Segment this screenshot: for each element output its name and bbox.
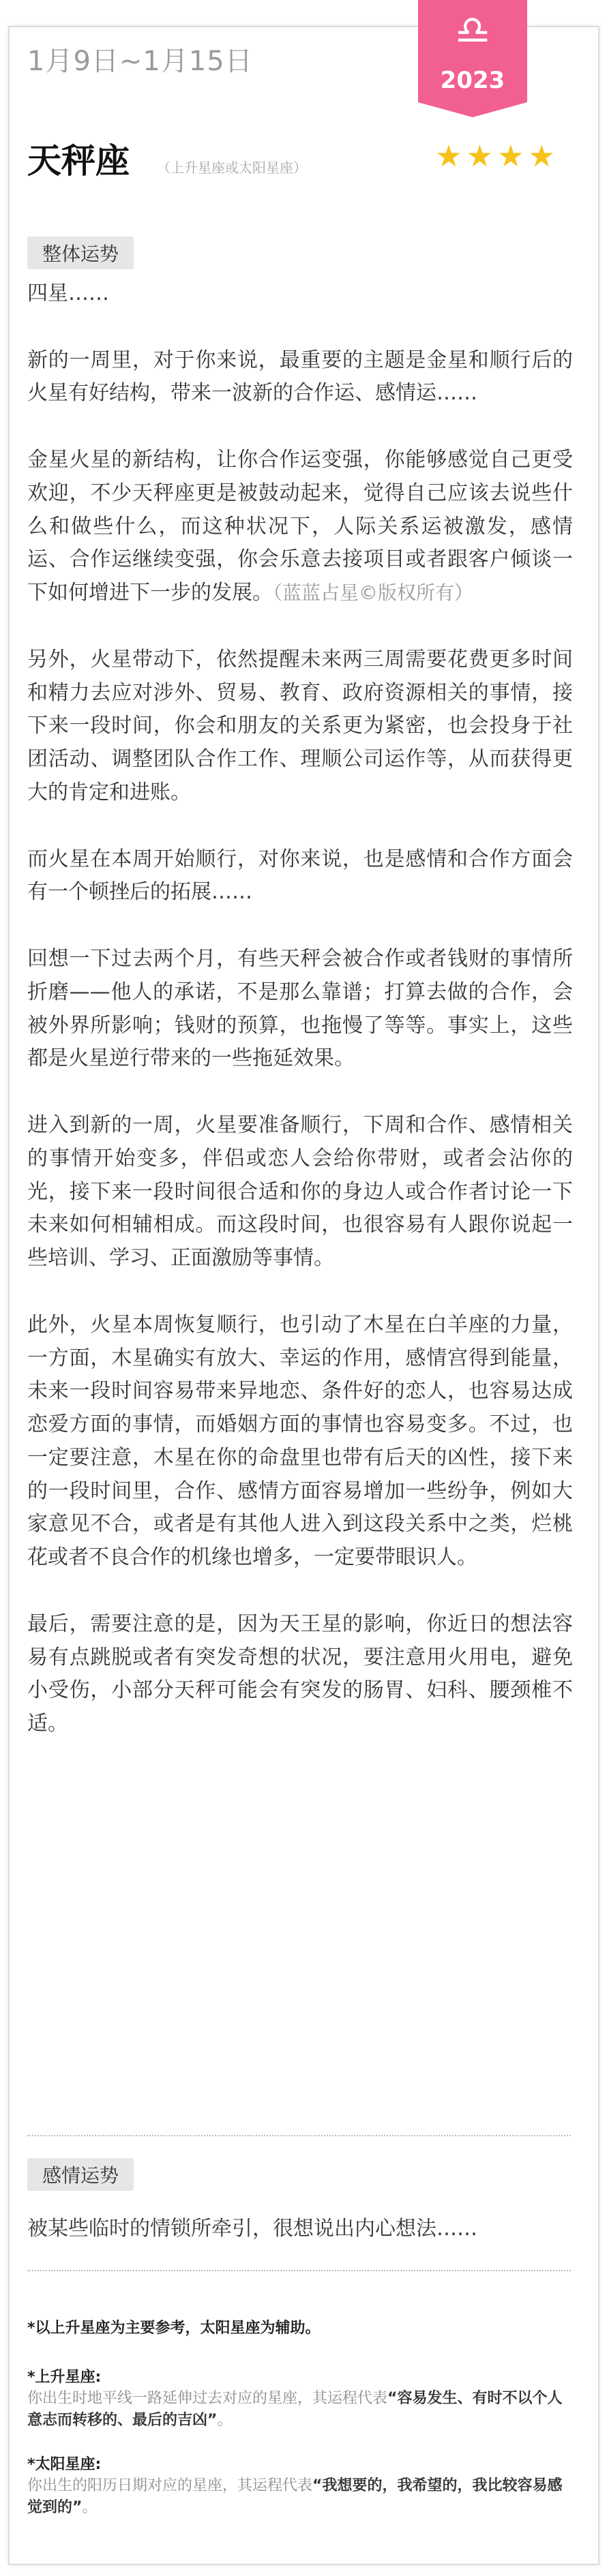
section-divider	[27, 2270, 571, 2271]
love-section-label: 感情运势	[27, 2158, 134, 2191]
overall-section-label: 整体运势	[27, 237, 134, 269]
overall-paragraph: 此外，火星本周恢复顺行，也引动了木星在白羊座的力量，一方面，木星确实有放大、幸运的作用，感情宫得到能量，未来一段时间容易带来异地恋、条件好的恋人，也容易达成恋爱方面的事情，而婚姻方面的事情也容易变多。不过，也一定要注意，木星在你的命盘里也带有后天的凶性，接下来的一段时间里，合作、感情方面容易增加一些纷争，例如大家意见不合，或者是有其他人进入到这段关系中之类，烂桃花或者不良合作的机缘也增多，一定要带眼识人。	[27, 1312, 573, 1570]
overall-paragraph: 进入到新的一周，火星要准备顺行，下周和合作、感情相关的事情开始变多，伴侣或恋人会给你带财，或者会沾你的光，接下来一段时间很合适和你的身边人或合作者讨论一下未来如何相辅相成。而这段时间，也很容易有人跟你说起一些培训、学习、正面激励等事情。	[27, 1112, 573, 1271]
badge-year: 2023	[440, 67, 505, 94]
sun-sign-text: 你出生的阳历日期对应的星座，其运程代表	[27, 2477, 313, 2494]
sign-subtitle: （上升星座或太阳星座）	[157, 160, 307, 176]
footnotes	[27, 2316, 573, 2542]
overall-paragraph: 四星……	[27, 282, 109, 305]
libra-icon: ♎	[455, 7, 490, 53]
rising-sign-description	[27, 2388, 573, 2431]
love-text: 被某些临时的情锁所牵引，很想说出内心想法……	[27, 2217, 477, 2241]
section-divider	[27, 2135, 571, 2136]
overall-paragraph: 另外，火星带动下，依然提醒未来两三周需要花费更多时间和精力去应对涉外、贸易、教育、政府资源相关的事情，接下来一段时间，你会和朋友的关系更为紧密，也会投身于社团活动、调整团队合作工作、理顺公司运作等，从而获得更大的肯定和进账。	[27, 647, 573, 804]
title-row	[27, 134, 566, 188]
rising-sign-title: *上升星座:	[27, 2369, 102, 2386]
overall-paragraph: 而火星在本周开始顺行，对你来说，也是感情和合作方面会有一个顿挫后的拓展……	[27, 847, 573, 905]
star-rating: ★★★★	[435, 139, 559, 174]
copyright-note: （蓝蓝占星©版权所有）	[273, 581, 474, 605]
date-range: 1月9日~1月15日	[27, 46, 253, 77]
rising-sign-text: 你出生时地平线一路延伸过去对应的星座，其运程代表	[27, 2390, 388, 2407]
sun-sign-end: 。	[82, 2499, 98, 2516]
overall-paragraph-text: 金星火星的新结构，让你合作运变强，你能够感觉自己更受欢迎，不少天秤座更是被鼓动起来，觉得自己应该去说些什么和做些什么，而这种状况下，人际关系运被激发，感情运、合作运继续变强，你会乐意去接项目或者跟客户倾谈一下如何增进下一步的发展。	[27, 447, 573, 605]
rising-sign-quote: “容易发生、有时不以个人意志而转移的、最后的吉凶”	[27, 2390, 563, 2429]
overall-paragraph: 最后，需要注意的是，因为天王星的影响，你近日的想法容易有点跳脱或者有突发奇想的状况，要注意用火用电，避免小受伤，小部分天秤可能会有突发的肠胃、妇科、腰颈椎不适。	[27, 1611, 573, 1736]
sun-sign-quote: “我想要的，我希望的，我比较容易感觉到的”	[27, 2477, 563, 2516]
year-badge	[404, 0, 541, 117]
rising-sign-end: 。	[217, 2412, 233, 2429]
overall-paragraph	[27, 444, 573, 610]
sign-name: 天秤座	[27, 141, 130, 181]
sun-sign-description	[27, 2475, 573, 2519]
overall-paragraph: 新的一周里，对于你来说，最重要的主题是金星和顺行后的火星有好结构，带来一波新的合作运、感情运……	[27, 348, 573, 406]
overall-paragraph: 回想一下过去两个月，有些天秤会被合作或者钱财的事情所折磨——他人的承诺，不是那么靠谱；打算去做的合作，会被外界所影响；钱财的预算，也拖慢了等等。事实上，这些都是火星逆行带来的一些拖延效果。	[27, 946, 573, 1071]
overall-text	[27, 277, 573, 1741]
footnote-main: *以上升星座为主要参考，太阳星座为辅助。	[27, 2320, 321, 2337]
sun-sign-title: *太阳星座:	[27, 2456, 102, 2473]
